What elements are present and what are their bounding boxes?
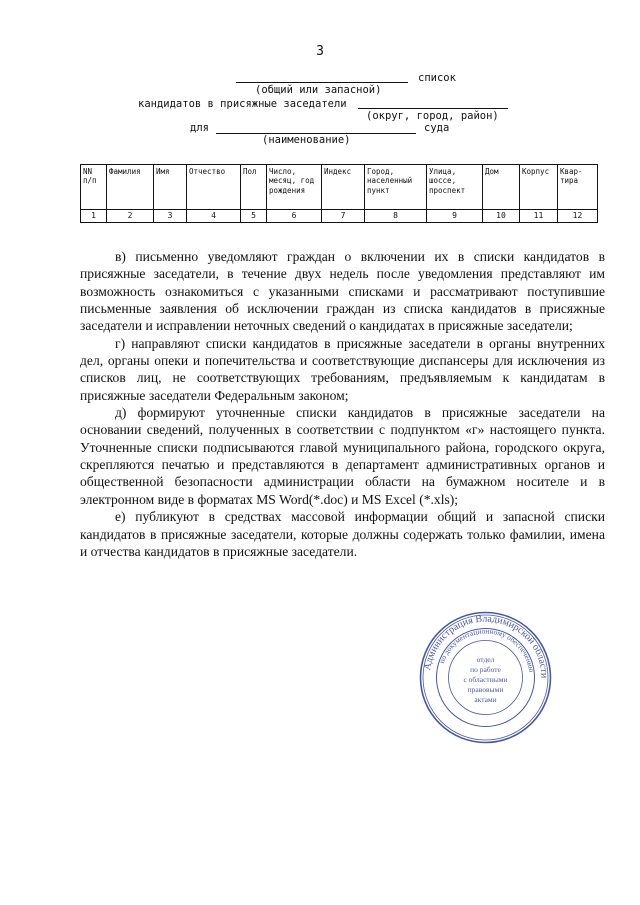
column-number: 1: [81, 210, 107, 223]
stamp-inner-text: по документационному обеспечению: [437, 626, 537, 673]
column-number: 12: [558, 210, 598, 223]
column-header: Имя: [154, 165, 187, 210]
column-header: NN п/п: [81, 165, 107, 210]
column-number: 8: [365, 210, 427, 223]
stamp-outer-text: Администрация Владимирской области: [421, 613, 550, 679]
candidates-label: кандидатов в присяжные заседатели: [138, 98, 347, 110]
column-header: Город, населенный пункт: [365, 165, 427, 210]
stamp-center-line: с областными: [463, 675, 508, 684]
column-number: 3: [154, 210, 187, 223]
stamp-center-line: актами: [474, 695, 497, 704]
candidates-table: [80, 164, 598, 223]
column-header: Индекс: [322, 165, 365, 210]
stamp-center-line: правовыми: [467, 685, 504, 694]
column-number: 9: [427, 210, 483, 223]
district-underline: [358, 108, 508, 109]
paragraph-d: д) формируют уточненные списки кандидатов в присяжные заседатели на основании сведений, полученных в соответствии с подпунктом «г» настоящего пункта. Уточненные списки подписываются главой муниципального района, городского округа, скрепляются печатью и представляются в департамент административных органов и общественной безопасности администрации области на бумажном носителе и в электронном виде в форматах MS Word(*.doc) и MS Excel (*.xls);: [80, 405, 605, 507]
paragraph-e: е) публикуют в средствах массовой информации общий и запасной списки кандидатов в присяжные заседатели, которые должны содержать только фамилии, имена и отчества кандидатов в присяжные заседатели.: [80, 509, 605, 559]
column-header: Фамилия: [107, 165, 154, 210]
list-type-hint: (общий или запасной): [255, 84, 382, 96]
table-number-row: [81, 210, 598, 223]
column-number: 10: [483, 210, 520, 223]
column-number: 6: [267, 210, 322, 223]
district-hint: (округ, город, район): [366, 110, 499, 122]
column-number: 7: [322, 210, 365, 223]
official-stamp: [418, 610, 553, 745]
column-number: 11: [520, 210, 558, 223]
list-type-underline: [236, 82, 408, 83]
for-label: для: [190, 122, 209, 134]
column-header: Отчество: [187, 165, 241, 210]
column-header: Корпус: [520, 165, 558, 210]
column-header: Дом: [483, 165, 520, 210]
body-text: [80, 248, 605, 560]
stamp-center-line: отдел: [476, 655, 495, 664]
column-header: Пол: [241, 165, 267, 210]
court-word: суда: [424, 122, 450, 134]
column-number: 4: [187, 210, 241, 223]
column-number: 5: [241, 210, 267, 223]
column-header: Число, месяц, год рождения: [267, 165, 322, 210]
paragraph-v: в) письменно уведомляют граждан о включении их в списки кандидатов в присяжные заседатели, в течение двух недель после уведомления представляют им возможность ознакомиться с указанными списками и рассматривают поступившие письменные заявления об исключении граждан из списка кандидатов в присяжные заседатели и исправлении неточных сведений о кандидатах в присяжные заседатели;: [80, 249, 605, 334]
stamp-center-line: по работе: [470, 665, 501, 674]
paragraph-g: г) направляют списки кандидатов в присяжные заседатели в органы внутренних дел, органы опеки и попечительства и соответствующие диспансеры для исключения из списков лиц, не соответствующих требованиям, предъявляемым к кандидатам в присяжные заседатели Федеральным законом;: [80, 335, 605, 403]
name-hint: (наименование): [262, 134, 351, 146]
column-header: Квар-тира: [558, 165, 598, 210]
column-number: 2: [107, 210, 154, 223]
column-header: Улица, шоссе, проспект: [427, 165, 483, 210]
table-header-row: [81, 165, 598, 210]
list-word: список: [418, 72, 456, 84]
page-number: 3: [316, 44, 324, 59]
